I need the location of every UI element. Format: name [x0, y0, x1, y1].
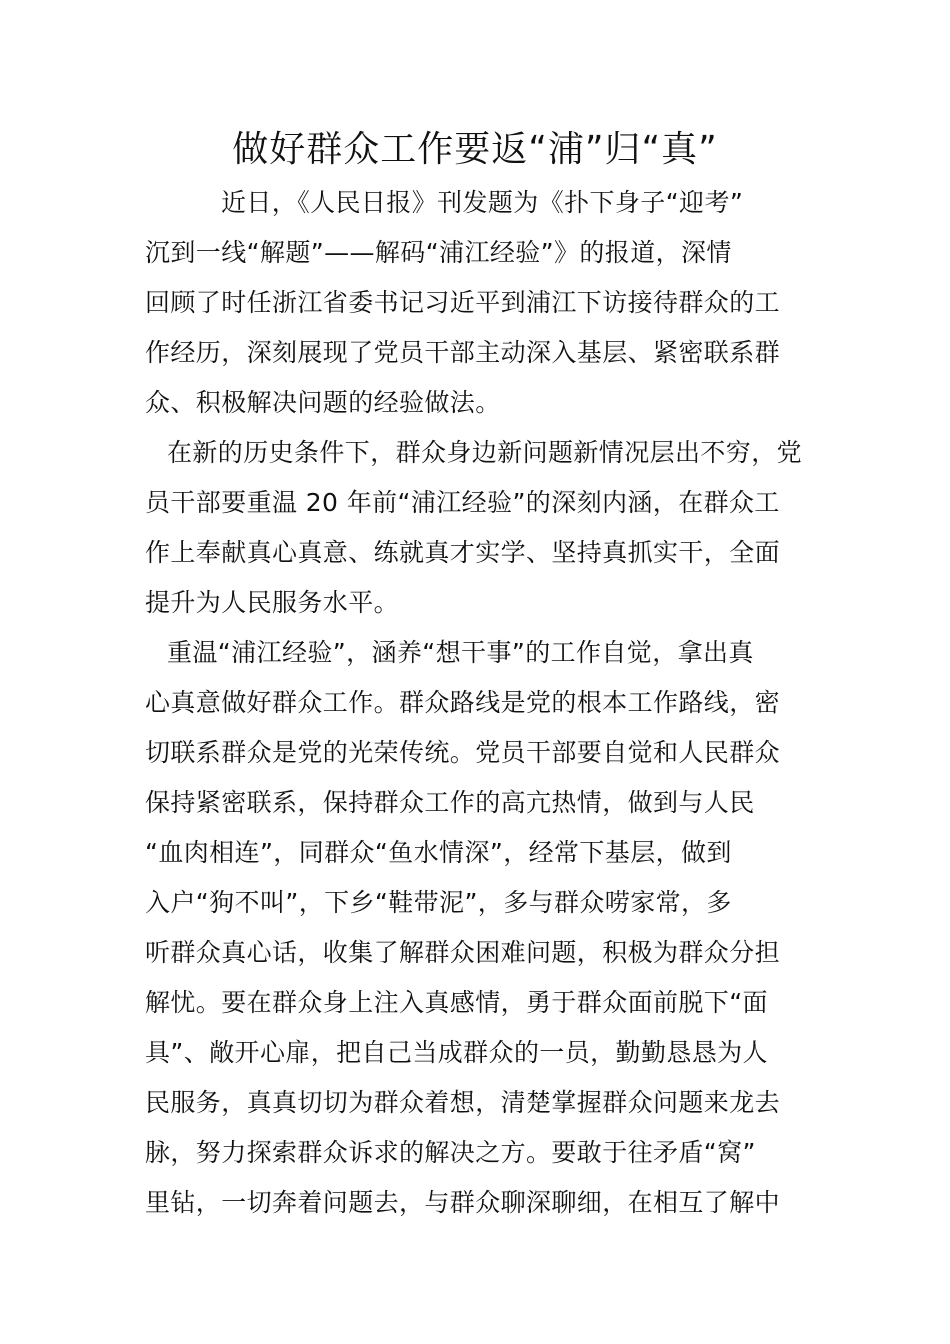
text-line: 具”、敞开心扉，把自己当成群众的一员，勤勤恳恳为人	[145, 1038, 768, 1067]
text-line: 保持紧密联系，保持群众工作的高亢热情，做到与人民	[145, 788, 755, 817]
text-line: 众、积极解决问题的经验做法。	[145, 388, 501, 417]
text-line: 提升为人民服务水平。	[145, 588, 400, 617]
text-line: 心真意做好群众工作。群众路线是党的根本工作路线，密	[145, 688, 781, 717]
document-title: 做好群众工作要返“浦”归“真”	[232, 129, 718, 170]
paragraph-3	[145, 628, 810, 1228]
text-line: 近日，《人民日报》刊发题为《扑下身子“迎考”	[221, 188, 744, 217]
text-line: 沉到一线“解题”——解码“浦江经验”》的报道，深情	[145, 238, 732, 267]
paragraph-1	[145, 178, 810, 428]
text-line: 民服务，真真切切为群众着想，清楚掌握群众问题来龙去	[145, 1088, 781, 1117]
text-line: “血肉相连”，同群众“鱼水情深”，经常下基层，做到	[145, 838, 732, 867]
text-line: 里钻，一切奔着问题去，与群众聊深聊细，在相互了解中	[145, 1188, 781, 1217]
text-line: 重温“浦江经验”，涵养“想干事”的工作自觉，拿出真	[167, 638, 754, 667]
text-line: 在新的历史条件下，群众身边新问题新情况层出不穷，党	[167, 438, 803, 467]
text-line: 入户“狗不叫”，下乡“鞋带泥”，多与群众唠家常，多	[145, 888, 732, 917]
text-line: 员干部要重温 20 年前“浦江经验”的深刻内涵，在群众工	[145, 488, 780, 517]
text-line: 解忧。要在群众身上注入真感情，勇于群众面前脱下“面	[145, 988, 768, 1017]
paragraph-2	[145, 428, 810, 628]
text-line: 作上奉献真心真意、练就真才实学、坚持真抓实干，全面	[145, 538, 781, 567]
document-body	[145, 178, 810, 1228]
text-line: 作经历，深刻展现了党员干部主动深入基层、紧密联系群	[145, 338, 781, 367]
text-line: 回顾了时任浙江省委书记习近平到浦江下访接待群众的工	[145, 288, 781, 317]
text-line: 切联系群众是党的光荣传统。党员干部要自觉和人民群众	[145, 738, 781, 767]
text-line: 听群众真心话，收集了解群众困难问题，积极为群众分担	[145, 938, 781, 967]
text-line: 脉，努力探索群众诉求的解决之方。要敢于往矛盾“窝”	[145, 1138, 756, 1167]
